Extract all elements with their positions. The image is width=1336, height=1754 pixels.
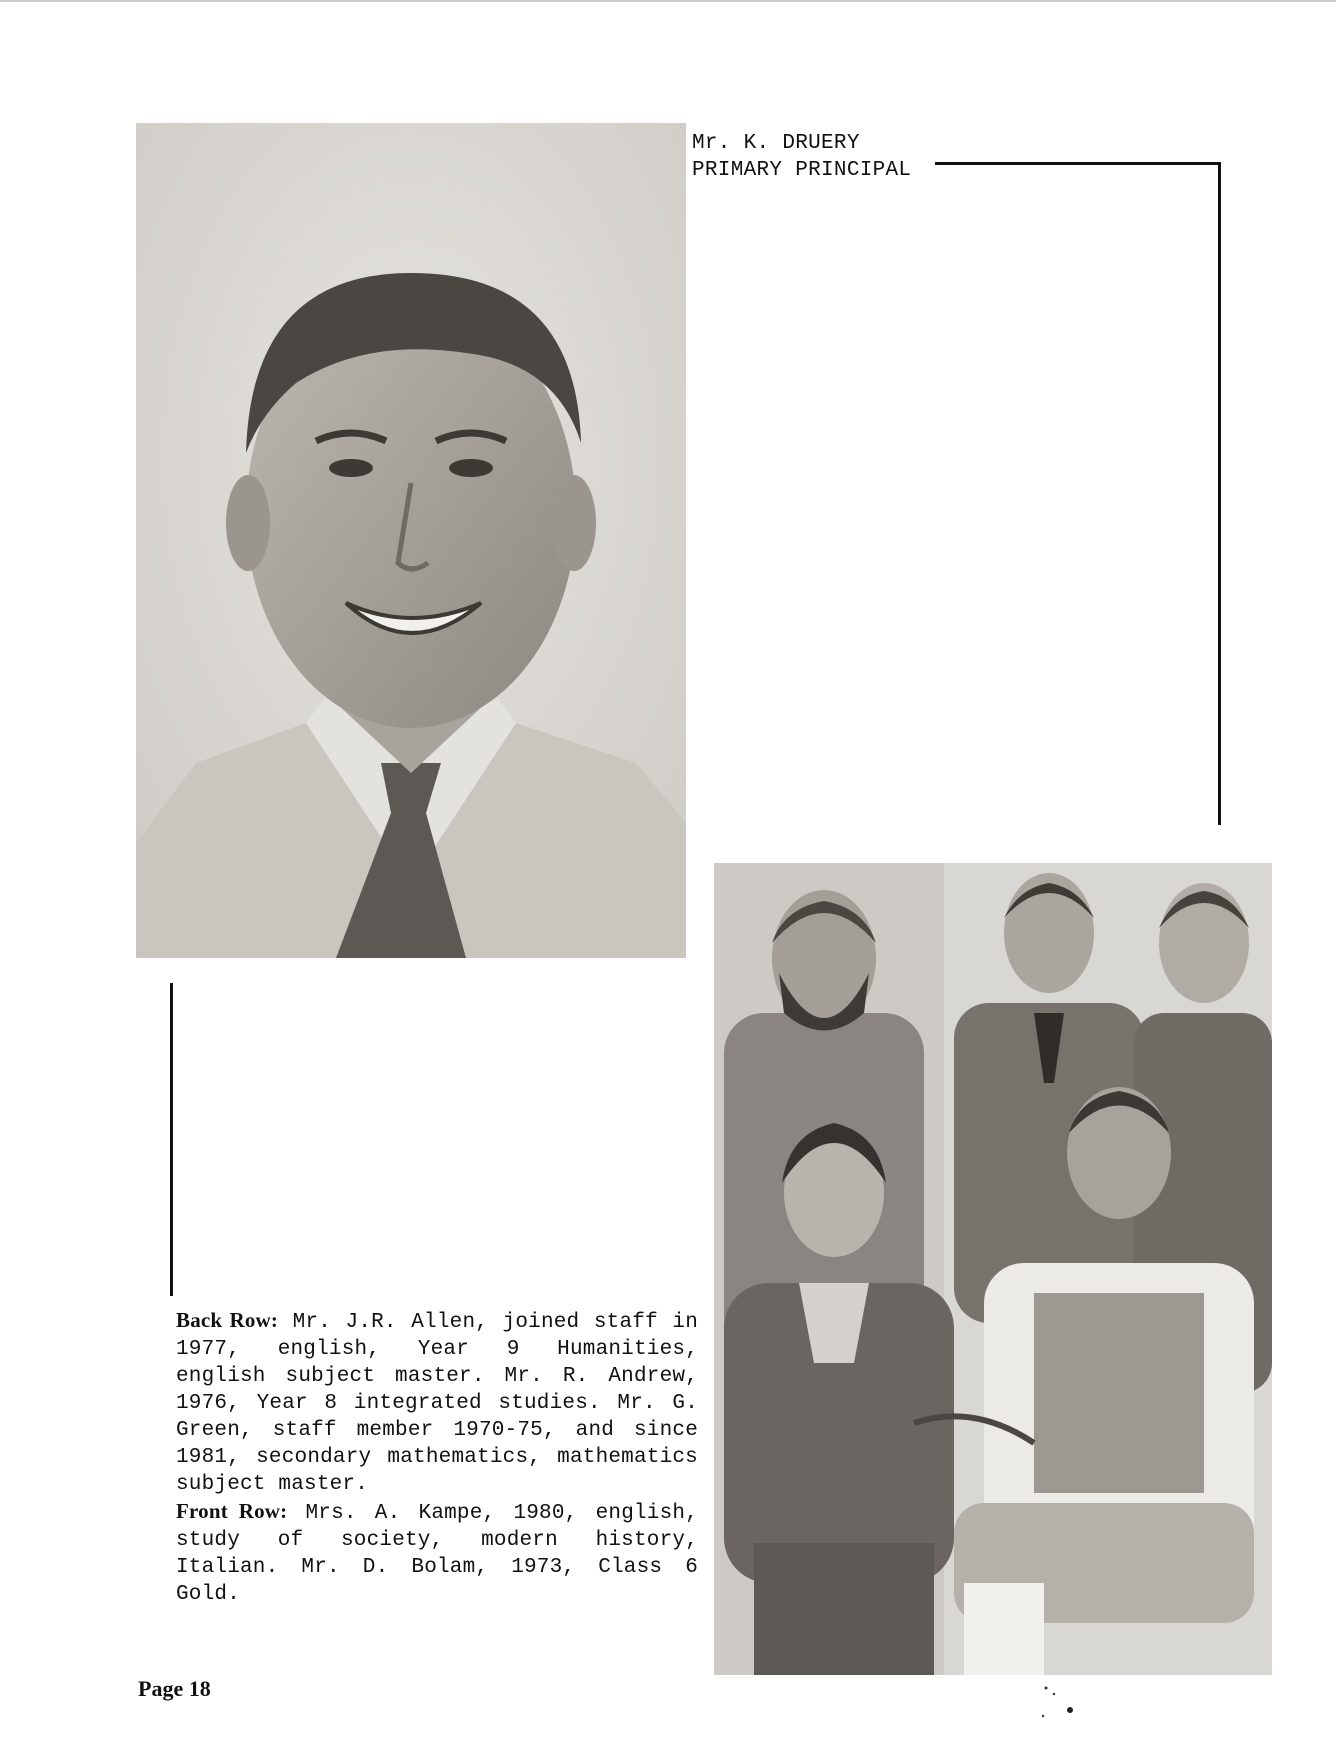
principal-title: PRIMARY PRINCIPAL: [692, 159, 912, 182]
page-top-edge: [0, 0, 1336, 2]
front-row-text: Mrs. A. Kampe, 1980, english, study of society, modern history, Italian. Mr. D. Bolam, 1973, Class 6 Gold.: [176, 1502, 699, 1606]
print-specks: [1040, 1680, 1080, 1740]
bracket-horizontal-rule: [935, 162, 1220, 165]
principal-name: Mr. K. DRUERY: [692, 132, 860, 155]
principal-caption: [692, 130, 911, 184]
principal-portrait-photo: [136, 123, 686, 958]
staff-caption: [176, 1307, 698, 1608]
back-row-text: Mr. J.R. Allen, joined staff in 1977, english, Year 9 Humanities, english subject master. Mr. R. Andrew, 1976, Year 8 integrated studies. Mr. G. Green, staff member 1970-75, and since 1981, secondary mathematics, mathematics subject master.: [176, 1311, 698, 1496]
back-row-label: Back Row:: [176, 1308, 279, 1332]
front-row-label: Front Row:: [176, 1499, 288, 1523]
staff-group-photo: [714, 863, 1272, 1675]
left-vertical-rule: [170, 983, 173, 1296]
bracket-vertical-rule: [1218, 162, 1221, 825]
page-number: Page 18: [138, 1676, 211, 1701]
